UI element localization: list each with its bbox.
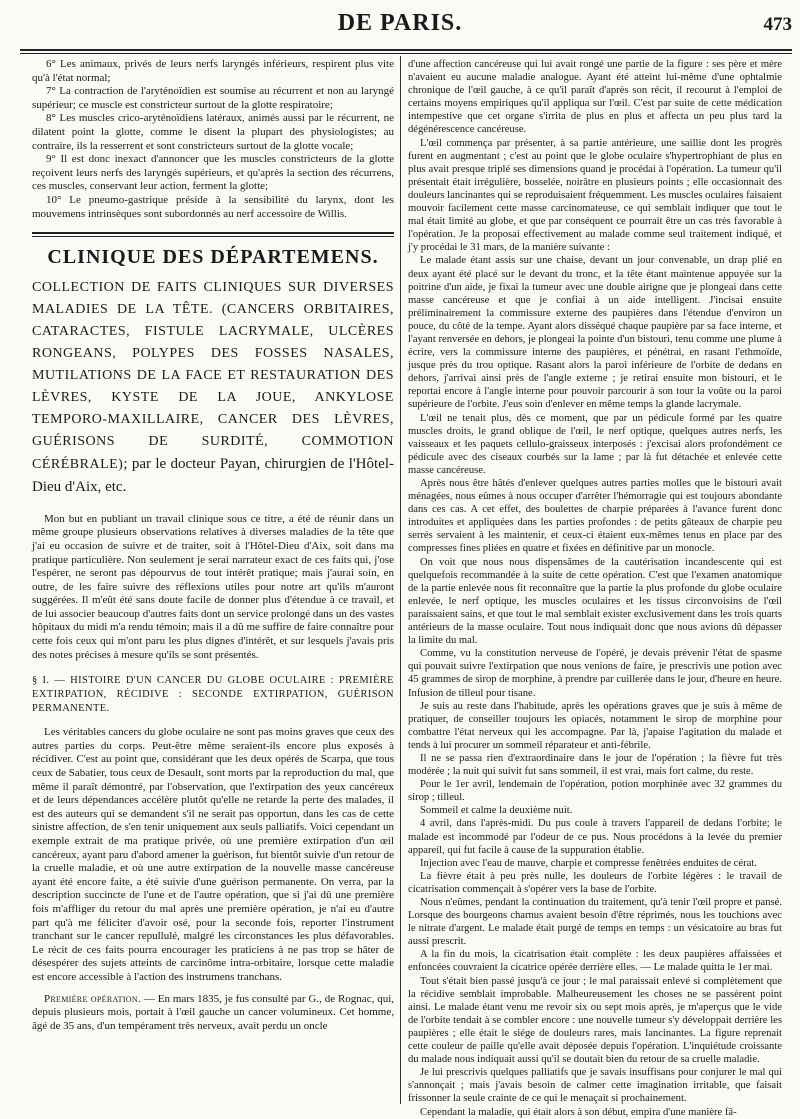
- right-paragraph: Après nous être hâtés d'enlever quelques autres parties molles que le bistouri avait ménagées, nous eûmes à nous occuper d'arrêter l'hémorragie qui est toujours abondante dans ces cas. A cet effet, des boulettes de charpie préparées à l'avance furent donc introduites et appliquées dans les parties profondes : de petits gâteaux de charpie peu serrés servaient à les maintenir, et ceux-ci étaient eux-mêmes tenus en place par des compresses fines pliées en quatre et fixées en définitive par un monocle.: [408, 478, 782, 555]
- left-column: [32, 58, 394, 1033]
- right-paragraph: Je suis au reste dans l'habitude, après les opérations graves que je suis à même de pratiquer, de conseiller toujours les opiacés, notamment le sirop de morphine pour combattre l'état nerveux qui les accompagne. Par là, j'apaise l'agitation du malade et tends à lui procurer un sommeil réparateur et anti-fébrile.: [408, 700, 782, 751]
- chapter-heading-text: § I. — HISTOIRE D'UN CANCER DU GLOBE OCULAIRE : PREMIÈRE EXTIRPATION, RÉCIDIVE : SECONDE EXTIRPATION, GUÉRISON PERMANENTE.: [32, 675, 394, 715]
- operation-paragraph: [32, 993, 394, 1034]
- page-number: 473: [763, 14, 792, 35]
- right-paragraph: Injection avec l'eau de mauve, charpie et compresse fenêtrées enduites de cérat.: [420, 857, 757, 869]
- conclusion-9: 9° Il est donc inexact d'annoncer que les muscles constricteurs de la glotte reçoivent leurs nerfs des laryngés supérieurs, et qu'après la section des récurrens, ces muscles, conservant leur action, ferment la glotte;: [32, 153, 394, 193]
- conclusion-7: 7° La contraction de l'aryténoïdien est soumise au récurrent et non au laryngé supérieur; ce muscle est constricteur surtout de la glotte respiratoire;: [32, 85, 394, 111]
- right-paragraph: L'œil ne tenait plus, dès ce moment, que par un pédicule formé par les quatre muscles droits, le grand oblique de l'œil, le nerf optique, quelques autres nerfs, les vaisseaux et les paquets cellulo-graisseux interposés : j'excisai alors profondément ce pédicule avec des ciseaux courbés sur la lame ; par là fut détachée et enlevée cette masse cancéreuse.: [408, 412, 782, 476]
- conclusion-10: 10° Le pneumo-gastrique préside à la sensibilité du larynx, dont les mouvemens intrinsèques sont subordonnés au nerf accessoire de Willis.: [32, 193, 394, 220]
- right-column: [408, 58, 782, 1119]
- chapter-heading: [32, 674, 394, 716]
- header-rule: [20, 49, 792, 51]
- right-paragraph: Il ne se passa rien d'extraordinaire dans le jour de l'opération ; la fièvre fut très modérée ; la nuit qui suivit fut sans sommeil, il est vrai, mais fort calme, du reste.: [408, 752, 782, 778]
- running-title: DE PARIS.: [337, 10, 463, 36]
- article-author: ; par le docteur Payan, chirurgien de l'Hôtel-Dieu d'Aix, etc.: [32, 455, 394, 495]
- article-subtitle: [32, 277, 394, 499]
- right-paragraph: Pour le 1er avril, lendemain de l'opération, potion morphinée avec 32 grammes du sirop ; tilleul.: [408, 779, 782, 804]
- right-paragraph: Tout s'était bien passé jusqu'à ce jour ; le mal paraissait enlevé si complètement que la récidive semblait improbable. Malheureusement les choses ne se passèrent point ainsi. Le malade étant venu me revoir six ou sept mois après, je m'aperçus que le vide de l'orbite tendait à se combler encore : une nouvelle tumeur s'y développait derrière les paupières ; elle était le siége de douleurs rares, mais lancinantes. La figure reprenait cette couleur de paille qu'elle avait déposée depuis l'opération. L'inquiétude croissante du malade nous indiquait aussi qu'il se doutait bien du retour de sa cruelle maladie.: [408, 975, 782, 1066]
- right-paragraph: On voit que nous nous dispensâmes de la cautérisation incandescente qui est quelquefois recommandée à la suite de cette opération. C'est que l'examen anatomique de la partie enlevée nous fit reconnaître que la partie la plus profonde du globe oculaire enlevée, le nerf optique, les muscles oculaires et les tissus circonvoisins de l'œil paraissaient sains, et que tout le mal semblait exister exclusivement dans les trois quarts antérieurs de la masse oculaire. Tout nous indiquait donc que nous avions dû dépasser la limite du mal.: [408, 556, 782, 647]
- intro-paragraph: Mon but en publiant un travail clinique sous ce titre, a été de réunir dans un même groupe plusieurs observations relatives à diverses maladies de la tête que j'ai eu occasion de suivre et de traiter, soit à l'Hôtel-Dieu d'Aix, soit dans ma pratique particulière. Non seulement je serai narrateur exact de ces faits qui, j'ose l'espérer, ne seront pas dépourvus de tout intérêt pratique; mais j'aurai soin, en outre, de les faire suivre des réflexions utiles pour notre art qu'ils m'auront suggérées. Il m'eût été sans doute facile de donner plus d'étendue à ce travail, et de lui associer beaucoup d'autres faits dont un service prolongé dans un des vastes hôpitaux du midi m'a rendu témoin; mais il a dû me suffire de faire connaître pour cette fois ceux qui m'ont paru les plus dignes d'intérêt, et sur lesquels j'avais pris des notes précises à mesure qu'ils se sont présentés.: [32, 512, 394, 661]
- column-divider: [400, 56, 401, 1104]
- right-paragraph: La fièvre était à peu près nulle, les douleurs de l'orbite légères : le travail de cicatrisation commençait à s'opérer vers la base de l'orbite.: [408, 870, 782, 895]
- right-paragraph: A la fin du mois, la cicatrisation était complète : les deux paupières affaissées et enfoncées couvraient la cicatrice opérée derrière elles. — Le malade quitta le 1er mai.: [408, 949, 782, 974]
- right-paragraph: Sommeil et calme la deuxième nuit.: [420, 805, 573, 817]
- conclusion-6: 6° Les animaux, privés de leurs nerfs laryngés inférieurs, respirent plus vite qu'à l'état normal;: [32, 58, 394, 84]
- operation-label: Première opération.: [44, 992, 142, 1005]
- right-paragraph: Je lui prescrivis quelques palliatifs que je savais insuffisans pour conjurer le mal qui s'annonçait ; mais j'avais besoin de calmer cette imagination irritable, que faisait frissonner la seule crainte de ce qui le menaçait si prochainement.: [408, 1067, 782, 1105]
- section-rule: [32, 232, 394, 234]
- section-rule-thin: [32, 236, 394, 237]
- section-title: CLINIQUE DES DÉPARTEMENS.: [47, 246, 379, 269]
- right-paragraph: d'une affection cancéreuse qui lui avait rongé une partie de la figure : ses père et mère n'avaient eu aucune maladie analogue. Ayant été atteint lui-même d'une ophtalmie chronique de l'œil gauche, à ce qu'il paraît d'après son récit, il recourut à l'emploi de certains moyens empiriques qu'il appliqua sur l'œil. C'est par suite de cette médication intempestive que cet organe s'irrita de plus en plus et affecta un peu plus tard la dégénérescence cancéreuse.: [408, 59, 782, 136]
- conclusions-list: [32, 58, 394, 221]
- right-paragraph: Le malade étant assis sur une chaise, devant un jour convenable, un drap plié en deux ayant été placé sur le devant du tronc, et la tête étant maintenue appuyée sur la poitrine d'un aide, je fixai la tumeur avec une double airigne que je plongeai dans cette masse cancéreuse et que je confiai à un aide intelligent. J'incisai ensuite préliminairement la commissure externe des paupières dans l'étendue d'environ un pouce, du côté de la tempe. Ayant alors disséqué chaque paupière par sa face interne, et l'ayant renversée en dehors, je plongeai la pointe d'un bistouri, tenu comme une plume à écrire, vers la commissure interne des paupières, et pénétrai, en rasant l'ethmoïde, jusque près du trou optique. Rasant alors la paroi inférieure de l'orbite de dedans en dehors, j'arrivai ainsi près de l'angle externe ; je retirai ensuite mon bistouri, et le reportai encore à l'angle interne pour pouvoir parcourir à son tour la voûte ou la paroi supérieure de l'orbite. J'eus soin d'enlever en même temps la glande lacrymale.: [408, 255, 782, 411]
- header-rule-thin: [20, 53, 792, 54]
- conclusion-8: 8° Les muscles crico-aryténoïdiens latéraux, animés aussi par le récurrent, ne dilatent point la glotte, comme le disent la plupart des physiologistes; au contraire, ils la resserrent et sont constricteurs surtout de la glotte vocale;: [32, 112, 394, 152]
- article-subtitle-text: COLLECTION DE FAITS CLINIQUES SUR DIVERSES MALADIES DE LA TÊTE. (CANCERS ORBITAIRES, CATARACTES, FISTULE LACRYMALE, ULCÈRES RONGEANS, POLYPES DES FOSSES NASALES, MUTILATIONS DE LA FACE ET RESTAURATION DES LÈVRES, KYSTE DE LA JOUE, ANKYLOSE TEMPORO-MAXILLAIRE, CANCER DES LÈVRES, GUÉRISONS DE SURDITÉ, COMMOTION CÉRÉBRALE): [32, 279, 394, 472]
- right-paragraph: 4 avril, dans l'après-midi. Du pus coule à travers l'appareil de dedans l'orbite; le malade est incommodé par l'odeur de ce pus. Nous procédons à la levée du premier appareil, qui fut facile à cause de la suppuration établie.: [408, 818, 782, 856]
- page-header: [0, 8, 800, 44]
- right-paragraph: L'œil commença par présenter, à sa partie antérieure, une saillie dont les progrès furent en augmentant ; c'est au point que le globe oculaire s'hypertrophiant de plus en plus avait presque triplé ses dimensions quand je procédai à l'opération. La tumeur qu'il présentait était irrégulière, bosselée, noirâtre en plusieurs points ; elle occasionnait des douleurs lancinantes qui se reproduisaient fréquemment. Les muscles oculaires faisaient mouvoir facilement cette masse carcinomateuse, ce qui semblait indiquer que tout le mal était limité au globe, et que par conséquent ce pourrait être un cas très favorable à l'opération. Je la proposai effectivement au malade comme seul traitement indiqué, et j'y procédai le 31 mars, de la manière suivante :: [408, 137, 782, 254]
- operation-text: — En mars 1835, je fus consulté par G., de Rognac, qui, depuis plusieurs mois, portait à l'œil gauche un cancer volumineux. Cet homme, âgé de 35 ans, d'un tempérament très nerveux, avait perdu un oncle: [32, 992, 395, 1032]
- right-paragraph: Cependant la maladie, qui était alors à son début, empira d'une manière fâ-: [420, 1106, 737, 1118]
- right-paragraph: Comme, vu la constitution nerveuse de l'opéré, je devais prévenir l'état de spasme qui pouvait suivre l'extirpation que nous venions de faire, je prescrivis une potion avec 45 grammes de sirop de morphine, à prendre par cuillerée dans le jour, d'heure en heure. Infusion de tilleul pour tisane.: [408, 648, 782, 699]
- right-paragraph: Nous n'eûmes, pendant la continuation du traitement, qu'à tenir l'œil propre et pansé. Lorsque des bourgeons charnus avaient besoin d'être réprimés, nous les touchions avec le nitrate d'argent. Le malade était purgé de temps en temps : un vésicatoire au bras fut aussi prescrit.: [408, 897, 782, 948]
- chapter-paragraph: Les véritables cancers du globe oculaire ne sont pas moins graves que ceux des autres parties du corps. Peut-être même seraient-ils encore plus exposés à récidiver. C'est au point que, considérant que les deux opérés de Scarpa, que tous ceux de Sabatier, tous ceux de Desault, sont morts par la reproduction du mal, que même il paraît démontré, par l'observation, que l'extirpation des yeux cancéreux et de leurs dépendances accélère plutôt qu'elle ne retarde la perte des malades, il est des auteurs qui se demandent s'il ne serait pas opportun, dans les cas de cette sinistre affection, de s'en tenir uniquement aux seuls palliatifs. Voici cependant un exemple extrait de ma pratique privée, où une première extirpation d'un œil cancéreux, ayant paru d'abord amener la guérison, fut bientôt suivie d'un retour de la cruelle maladie, et où une autre extirpation de la nouvelle masse cancéreuse ayant été encore faite, a été suivie d'une guérison permanente. On verra, par la description succincte de l'une et de l'autre opération, que si j'ai dû une première fois m'affliger du retour du mal après une première opération, je n'ai eu d'autre part qu'à me féliciter d'avoir osé, pour la seconde fois, reporter l'instrument tranchant sur le cancer repullulé, malgré les circonstances les plus défavorables. Le récit de ces faits pourra encourager les praticiens à ne pas trop se hâter de désespérer des sujets atteints de carcinôme intra-orbitaire, lorsque cette maladie est encore accessible à l'action des instrumens tranchans.: [32, 726, 394, 983]
